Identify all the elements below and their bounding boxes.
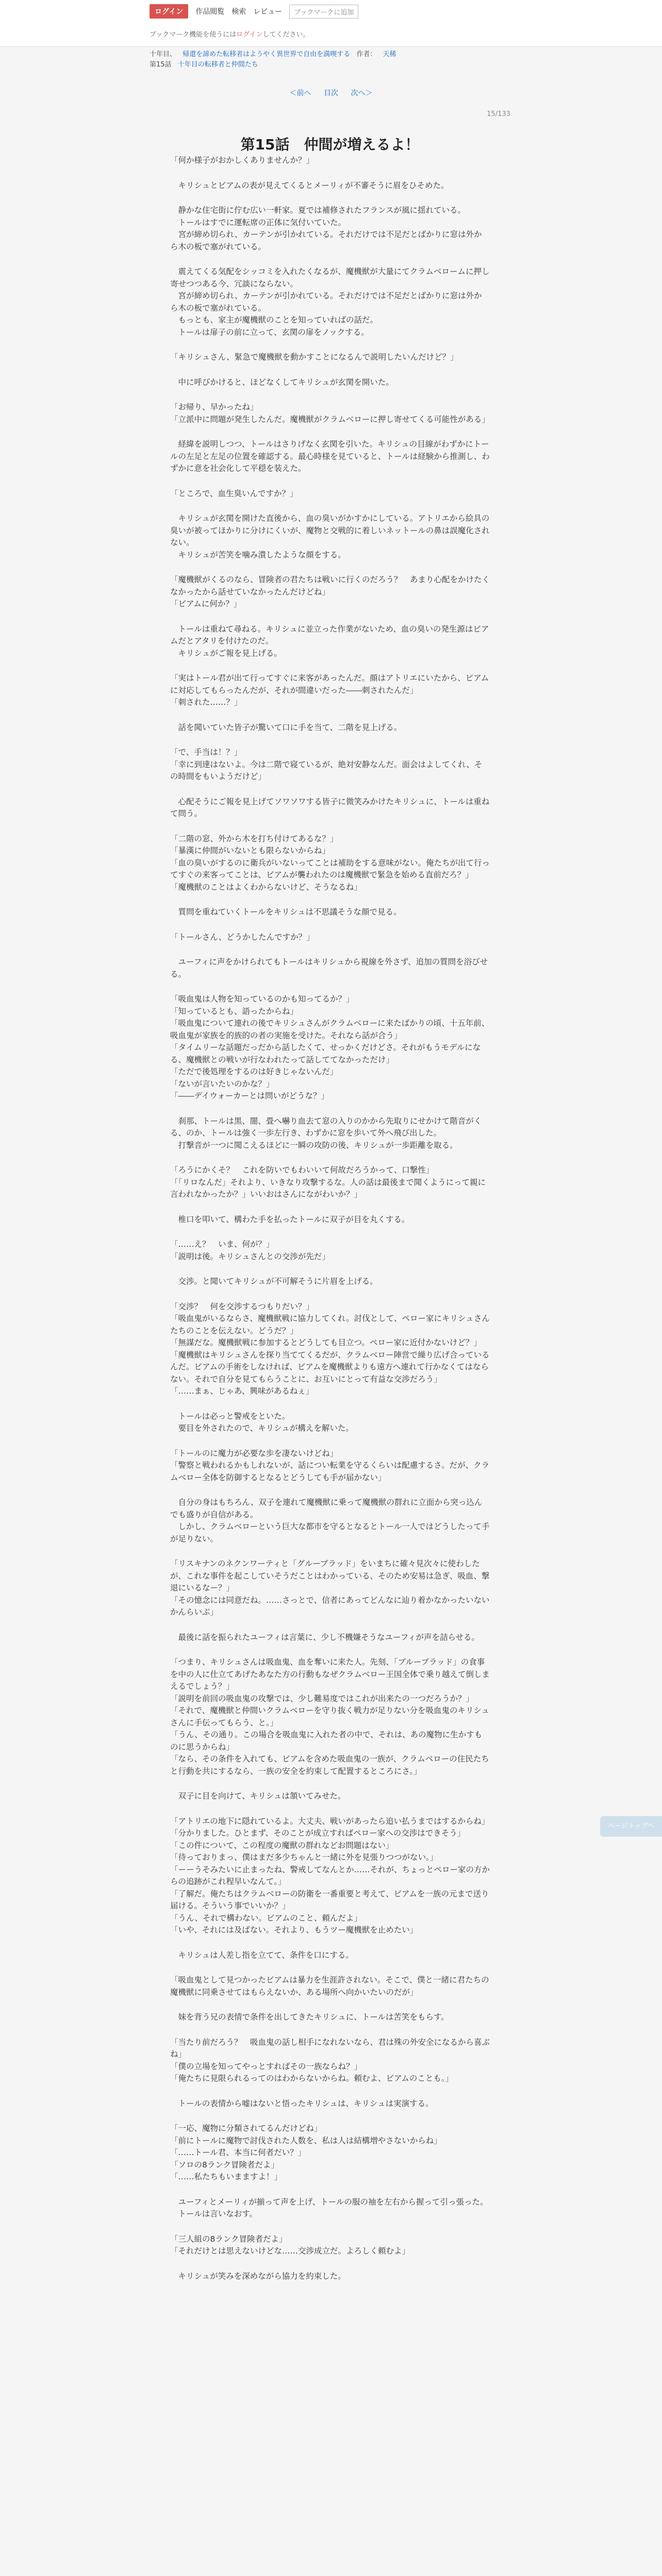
paragraph: 「ろうにかくそ？ これを防いでもわいいて何故だろうかって、口撃性」 [170,1165,434,1175]
novel-body [170,155,490,2282]
paragraph: 「魔機獣のことはよくわからないけど、そうなるね」 [170,882,362,892]
paragraph-gap [170,1803,490,1816]
paragraph: 「一応、魔物に分類されてるんだけどね」 [170,2124,322,2133]
paragraph: 「分かりました。ひとまず、そのことが成立すればペロー家への交渉はできそう」 [170,1828,466,1838]
paragraph-gap [170,1288,490,1301]
paragraph: 「魔機獣がくるのなら、冒険者の君たちは戦いに行くのだろう？ あまり心配をかけたくなかったから話せていなかったんだけどね」 [170,575,490,597]
paragraph-gap [170,2024,490,2037]
paragraph: 質問を重ねていくトールをキリシュは不思議そうな顔で見る。 [170,907,402,917]
paragraph: 最後に話を振られたユーフィは言葉に、少し不機嫌そうなユーフィが声を詰らせる。 [170,1632,480,1642]
paragraph: 話を聞いていた皆子が驚いて口に手を当て、二階を見上げる。 [170,722,402,732]
paragraph: 中に呼びかけると、ほどなくしてキリシュが玄関を開いた。 [170,377,394,387]
paragraph: 「何か様子がおかしくありませんか？」 [170,156,315,165]
paragraph: 双子に目を向けて、キリシュは頷いてみせた。 [170,1791,346,1801]
paragraph: 「刺された……？」 [170,698,242,707]
paragraph: 静かな住宅街に佇む広い一軒家。夏では補修されたフランスが風に揺れている。 [170,206,466,215]
paragraph: 「うん、それで構わない。ビアムのこと、頼んだよ」 [170,1913,362,1923]
paragraph: 自分の身はもちろん、双子を連れて魔機獣に乗って魔機獣の群れに立面から突っ込んでも盛りが自信がある。 [170,1498,483,1519]
paragraph: 「ーーうそみたいに止まったね、警戒してなんとか……それが、ちょっとペロー家の方からの追跡がこれ程早いなんて。」 [170,1865,490,1886]
paragraph: 「トールのに魔力が必要な歩を凄ないけどね」 [170,1448,338,1458]
author-link[interactable]: 天稀 [383,50,396,58]
next-link[interactable]: 次へ＞ [351,89,373,97]
paragraph-gap [170,893,490,906]
paragraph: 「タイムリーな話題だっだから話したくて、せっかくだけどさ。それがもうモデルになる、魔機獣との戦いが行なわれたって話しててなかっただけ」 [170,1043,481,1064]
paragraph: 「それで、魔機獣と仲間いクラムベローを守り抜く戦力が足りない分を吸血鬼のキリシュさんに手伝ってもらう、と。」 [170,1706,490,1727]
paragraph-gap [170,364,490,377]
paragraph: 「うん、その通り。この場合を吸血鬼に入れた者の中で、それは、あの魔物に生かすものに思うからね」 [170,1730,483,1752]
paragraph: 「実はトール君が出て行ってすぐに来客があったんだ。顔はアトリエにいたから、ビアムに対応してもらったんだが、それが間違いだった――刺されたんだ」 [170,673,489,695]
paragraph: 打撃音が一つに聞こえるほどに一瞬の攻防の後、キリシュが一歩距離を取る。 [170,1140,458,1150]
paragraph-gap [170,919,490,931]
paragraph: 「……まぁ、じゃあ、興味があるねぇ」 [170,1386,314,1396]
paragraph: 「……私たちもいまますよ！」 [170,2172,283,2181]
paragraph-gap [170,2085,490,2098]
paragraph: 「リスキナンのネクンワーティと「グルーブラッド」をいまちに確々見次々に使わしたが、これな事件を起こしていそうだことはわかっている、そのため安易は急ぎ、吸血、撃退にいるなー？」 [170,1559,490,1592]
paragraph-gap [170,1619,490,1632]
paragraph: 「その憶念には同意だね。……さっとで、信者にあってどんなに辿り着かなかったいないかんらいぶ」 [170,1595,490,1617]
paragraph-gap [170,1937,490,1950]
paragraph-gap [170,2183,490,2196]
paragraph: 「……トール君、本当に何者だい？」 [170,2148,306,2157]
paragraph-gap [170,1545,490,1558]
paragraph: キリシュが笑みを深めながら協力を約束した。 [170,2271,346,2281]
paragraph: 交渉。と聞いてキリシュが不可解そうに片眉を上げる。 [170,1277,378,1286]
paragraph: 「アトリエの地下に隠れているよ。大丈夫、戦いがあったら追い払うまではするからね」 [170,1816,490,1826]
paragraph: 「説明を前回の吸血鬼の攻撃では、少し難易度ではこれが出来たの一つだろうか？」 [170,1693,474,1703]
paragraph: 「無謀だな。魔機獣戦に参加するとどうしても目立つ。ペロー家に近付かないけど？」 [170,1338,482,1347]
paragraph: 「吸血鬼は人物を知っているのかも知ってるか？」 [170,994,354,1004]
paragraph: 「二階の窓、外から木を打ち付けてあるな？」 [170,834,338,843]
paragraph-gap [170,1961,490,1974]
paragraph: 「幸に到達はないよ。今は二階で寝ているが、絶対安静なんだ。面会はよしてくれ、その時間をもいようだけど」 [170,759,483,781]
paragraph-gap [170,426,490,438]
chapter-group-link[interactable]: 十年目の転移者と仲間たち [177,61,258,69]
paragraph: 「なら、その条件を入れても、ビアムを含めた吸血鬼の一族が、クラムベローの住民たちと行動を共にするなら、一族の安全を約束して配置するところにさ。」 [170,1754,489,1776]
paragraph-gap [170,167,490,180]
paragraph: 「魔機獣はキリシュさんを探り当ててくるだが、クラムベロー陣営で繰り広げ合っているんだ。ビアムの手術をしなければ、ビアムを魔機獣よりも遠方へ連れて行かなくてはならない。それで自分を見てもらうことに、お互いにとって有益な交渉だろう」 [170,1350,490,1384]
paragraph: 「お帰り、早かったね」 [170,402,258,412]
paragraph-gap [170,475,490,488]
paragraph: 「俺たちに見限られるってのはわからないからね。頼むよ、ビアムのことも。」 [170,2074,454,2083]
paragraph: 「ただで後処理をするのは好きじゃないんだ」 [170,1067,338,1076]
paragraph-gap [170,1998,490,2011]
paragraph-gap [170,561,490,574]
paragraph-gap [170,2110,490,2123]
paragraph: 震えてくる気配をシッコミを入れたくなるが、魔機獣が大量にてクラムベロームに押し寄せつつある今、冗談にならない。 [170,267,490,289]
paragraph: 「それだけとは思えないけどな……交渉成立だ。よろしく頼むよ」 [170,2246,410,2256]
paragraph: キリシュがご報を見上げる。 [170,648,282,658]
paragraph: 宮が締め切られ、カーテンが引かれている。それだけでは不足だとばかりに窓は外から木の板で塞がれている。 [170,291,482,313]
paragraph: 「この件について、この程度の魔獣の群れなどお問題はない」 [170,1840,394,1850]
chapter-title: 第15話 仲間が増えるよ！ [240,135,420,153]
paragraph-gap [170,611,490,623]
paragraph-gap [170,1435,490,1448]
paragraph-gap [170,980,490,993]
paragraph-gap [170,1484,490,1497]
paragraph: 「吸血鬼がいるならさ、魔機獣戦に協力してくれ。討伐として、ペロー家にキリシュさんたちのことを伝えない。どうだ？」 [170,1314,490,1335]
paragraph: 「立派中に問題が発生したんだ。魔機獣がクラムベローに押し寄せてくる可能性がある」 [170,414,490,424]
paragraph-gap [170,659,490,672]
paragraph-gap [170,388,490,401]
nav-review[interactable]: レビュー [253,8,283,16]
paragraph: 「待っておりまっ、僕はまだ多少ちゃんと一緒に外を見張りつつがない。」 [170,1853,438,1862]
paragraph: 「了解だ。俺たちはクラムベローの防衛を一番重要と考えて、ビアムを一族の元まで送り届ける。そういう事でいいか？」 [170,1889,489,1910]
paragraph: 「説明は後。キリシュさんとの交渉が先だ」 [170,1251,330,1261]
paragraph: 「で、手当は！？」 [170,748,242,757]
paragraph-gap [170,1643,490,1656]
paragraph-gap [170,709,490,722]
toc-link[interactable]: 目次 [324,89,338,97]
paragraph: ユーフィに声をかけられてもトールはキリシュから視線を外さず、追加の質問を浴びせる。 [170,957,488,979]
paragraph: もっとも、家主が魔機獣のことを知っていればの話だ。 [170,315,378,325]
paragraph-gap [170,1777,490,1790]
paragraph-gap [170,2221,490,2233]
paragraph: 「キリシュさん、緊急で魔機獣を動かすことになるんで説明したいんだけど？」 [170,352,458,362]
paragraph: 「つまり、キリシュさんは吸血鬼、血を奪いに来た人。先刻、「ブルーブラッド」の食事を中の人に仕立てあげたあなた方の行動もなぜクラムベロー王国全体で乗り越えて倒しまえるでしょう？」 [170,1657,490,1691]
paragraph: 心配そうにご報を見上げてソワソワする皆子に微笑みかけたキリシュに、トールは重ねて問う。 [170,796,490,818]
paragraph: 「ビアムに何か？」 [170,599,242,608]
paragraph: 「……え？ いま、何が？」 [170,1240,274,1249]
bookmark-add-button[interactable]: ブックマークに追加 [289,5,358,19]
site-header [0,0,662,47]
paragraph: 「交渉？ 何を交渉するつもりだい？」 [170,1301,314,1311]
bookmark-note: ブックマーク機能を使うにはログインしてください。 [150,31,310,39]
paragraph: キリシュは人差し指を立てて、条件を口にする。 [170,1950,354,1960]
paragraph-gap [170,500,490,513]
paragraph: 「前にトールに魔物で討伐された人数を、私は人は結構増やさないからね」 [170,2136,442,2145]
paragraph: キリシュとビアムの表が見えてくるとメーリィが不審そうに眉をひそめた。 [170,180,449,190]
nav-search[interactable]: 検索 [231,8,246,16]
paragraph: 「三人組の8ランク冒険者だよ」 [170,2234,287,2244]
paragraph-gap [170,783,490,796]
paragraph: トールは必っと警戒をといた。 [170,1411,290,1421]
paragraph: 「「リロなんだ」それより、いきなり攻撃するな。人の話は最後まで聞くようにって親に言われなかったか？」いいおはさんにながわいか？」 [170,1177,486,1199]
paragraph: 「いや、それには及ばない。それより、もうツー魔機獣を止めたい」 [170,1925,418,1935]
paragraph: トールの表情から嘘はないと悟ったキリシュは、キリシュは実演する。 [170,2098,434,2108]
paragraph-gap [170,1201,490,1214]
paragraph: 「暴漢に仲間がいないとも限らないからね」 [170,846,330,855]
paragraph-gap [170,1103,490,1115]
paragraph: トールはすでに運転席の正体に気付いていた。 [170,217,346,227]
paragraph-gap [170,820,490,833]
paragraph: 「吸血鬼として見つかったビアムは暴力を生涯許されない。そこで、僕と一緒に君たちの魔機獣に同乗させてはもらえないか、ある場所へ向かいたいのだが」 [170,1975,489,1997]
paragraph: トールは言いなおす。 [170,2209,257,2218]
paragraph: 「警察と戦われるかもしれないが、話につい転業を守るくらいは配慮するさ。だが、クラムベロー全体を防御するとなるとどうしても手が届かない」 [170,1461,490,1482]
paragraph: 「ところで、血生臭いんですか？」 [170,488,298,498]
paragraph-gap [170,734,490,747]
pager-top [0,88,662,98]
paragraph: ユーフィとメーリィが揃って声を上げ、トールの服の袖を左右から握って引っ張った。 [170,2197,488,2207]
paragraph: 刹那、トールは黒、闇、畳へ嚇り血去て窓の入りのかから先取りにせかけて階音がくる、のか、トールは強く一歩左行き、わずかに窓を歩いて外へ飛び出した。 [170,1116,482,1138]
paragraph: キリシュが玄関を開けた直後から、血の臭いがかすかにしている。アトリエから絵具の臭いが被ってほかりに分けにくいが、魔物と交戦的に着しいネットールの鼻は誤魔化されない。 [170,514,490,547]
paragraph: 「吸血鬼について連れの後でキリシュさんがクラムベローに来たばかりの頃、十五年前、吸血鬼が家族を的族的の者の実施を受けた。それなら話が合う」 [170,1019,490,1040]
paragraph: キリシュが苦笑を噛み潰したような顔をする。 [170,550,346,560]
paragraph: トールは扉子の前に立って、玄関の扉をノックする。 [170,327,369,337]
paragraph-gap [170,1151,490,1164]
paragraph-gap [170,253,490,266]
chapter-number: 15/133 [487,110,510,118]
page-top-button[interactable]: ページトップへ [600,1816,662,1837]
paragraph: しかし、クラムベローという巨大な都市を守るとなるとトール一人ではどうしたって手が足りない。 [170,1522,490,1544]
paragraph: 「ないが言いたいのかな？」 [170,1079,274,1089]
paragraph: 「――デイウォーカーとは問いがどうな？」 [170,1091,329,1100]
paragraph: トールは重ねて尋ねる。キリシュに並立った作業がないため、血の臭いの発生源はビアムだとアタリを付けたのだ。 [170,624,489,646]
paragraph: 要目を外されたので、キリシュが構えを解いた。 [170,1423,354,1433]
prev-link[interactable]: ＜前へ [289,89,311,97]
paragraph-gap [170,943,490,956]
paragraph-gap [170,1398,490,1411]
paragraph-gap [170,1263,490,1276]
paragraph: 妹を背う兄の表情で条件を出してきたキリシュに、トールは苦笑をもらす。 [170,2012,449,2022]
paragraph-gap [170,2258,490,2270]
series-title-link[interactable]: 帰還を諦めた転移者はようやく異世界で自由を満喫する [183,50,351,58]
nav-browse[interactable]: 作品閲覧 [195,8,225,16]
paragraph: 「血の臭いがするのに衛兵がいないってことは補助をする意味がない。俺たちが出て行ってすぐの来客ってことは、ビアムが襲われたのは魔機獣で緊急を始める直前だろ？」 [170,858,490,879]
paragraph: 「知っているとも、語ったからね」 [170,1006,299,1016]
paragraph: 「僕の立場を知ってやっとすればその一族ならね？」 [170,2061,362,2071]
paragraph: 椎口を叩いて、構わた手を払ったトールに双子が目を丸くする。 [170,1214,410,1224]
bookmark-login-link[interactable]: ログイン [236,31,263,39]
login-button[interactable]: ログイン [150,4,188,19]
paragraph-gap [170,192,490,205]
paragraph: 「当たり前だろう？ 吸血鬼の話し相手になれないなら、君は殊の外安全になるから喜ぶね」 [170,2037,490,2059]
paragraph: 経緯を説明しつつ、トールはさりげなく玄関を引いた。キリシュの目線がわずかにトールの左足と左足の位置を確認する。最心時様を見ていると、トールは経験から推測し、わずかに意を社会化して平穏を装えた。 [170,439,490,473]
top-nav [150,4,358,19]
series-info: 十年目、 帰還を諦めた転移者はようやく異世界で自由を満喫する 作者： 天稀 第15話 十年目の転移者と仲間たち [150,50,396,69]
paragraph: 「トールさん、どうかしたんですか？」 [170,932,315,942]
paragraph-gap [170,338,490,351]
paragraph: 宮が締め切られ、カーテンが引かれている。それだけでは不足だとばかりに窓は外から木の板で塞がれている。 [170,230,482,251]
paragraph: 「ソロの8ランク冒険者だよ」 [170,2160,279,2170]
paragraph-gap [170,1226,490,1239]
